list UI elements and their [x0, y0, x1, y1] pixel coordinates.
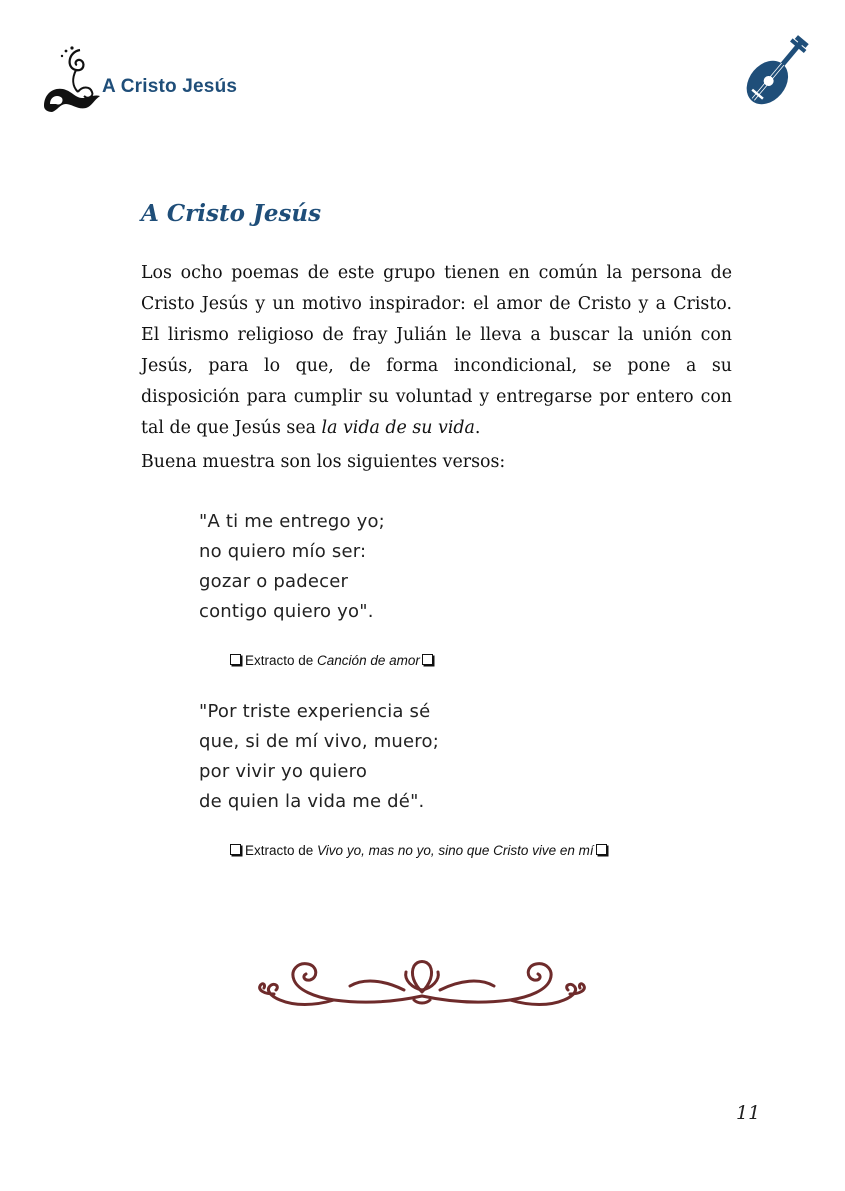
- verses-intro: Buena muestra son los siguientes versos:: [141, 452, 506, 472]
- page-number: 11: [736, 1102, 761, 1124]
- caption-title: Canción de amor: [317, 653, 420, 668]
- ornamental-divider-icon: [254, 950, 590, 1012]
- verse-line: gozar o padecer: [199, 571, 349, 592]
- paragraph-emphasis: la vida de su vida: [321, 418, 475, 438]
- caption-title: Vivo yo, mas no yo, sino que Cristo vive en mí: [317, 843, 594, 858]
- caption-prefix: Extracto de: [245, 843, 318, 858]
- verse-caption: [228, 653, 437, 668]
- checkbox-bullet-icon: [230, 844, 241, 855]
- verse-line: de quien la vida me dé".: [199, 791, 425, 812]
- lute-icon: [734, 28, 820, 114]
- verse-line: por vivir yo quiero: [199, 761, 368, 782]
- verse-line: contigo quiero yo".: [199, 601, 374, 622]
- checkbox-bullet-icon: [422, 654, 433, 665]
- verse-block: [199, 507, 385, 627]
- verse-caption: [228, 843, 611, 858]
- verse-line: "Por triste experiencia sé: [199, 701, 431, 722]
- checkbox-bullet-icon: [596, 844, 607, 855]
- floral-swirl-icon: [42, 42, 102, 114]
- checkbox-bullet-icon: [230, 654, 241, 665]
- running-header-title: A Cristo Jesús: [102, 76, 238, 97]
- paragraph-text: Los ocho poemas de este grupo tienen en común la persona de Cristo Jesús y un motivo inspirador: el amor de Cristo y a Cristo. El lirismo religioso de fray Julián le lleva a buscar la unión con Jesús, para lo que, de forma incondicional, se pone a su disposición para cumplir su voluntad y entregarse por entero con tal de que Jesús sea: [141, 263, 732, 438]
- section-title: A Cristo Jesús: [141, 200, 322, 227]
- verse-block: [199, 697, 439, 817]
- verse-line: no quiero mío ser:: [199, 541, 367, 562]
- verse-line: "A ti me entrego yo;: [199, 511, 385, 532]
- caption-prefix: Extracto de: [245, 653, 318, 668]
- paragraph-end: .: [474, 418, 481, 438]
- verse-line: que, si de mí vivo, muero;: [199, 731, 439, 752]
- body-paragraph: [141, 258, 732, 444]
